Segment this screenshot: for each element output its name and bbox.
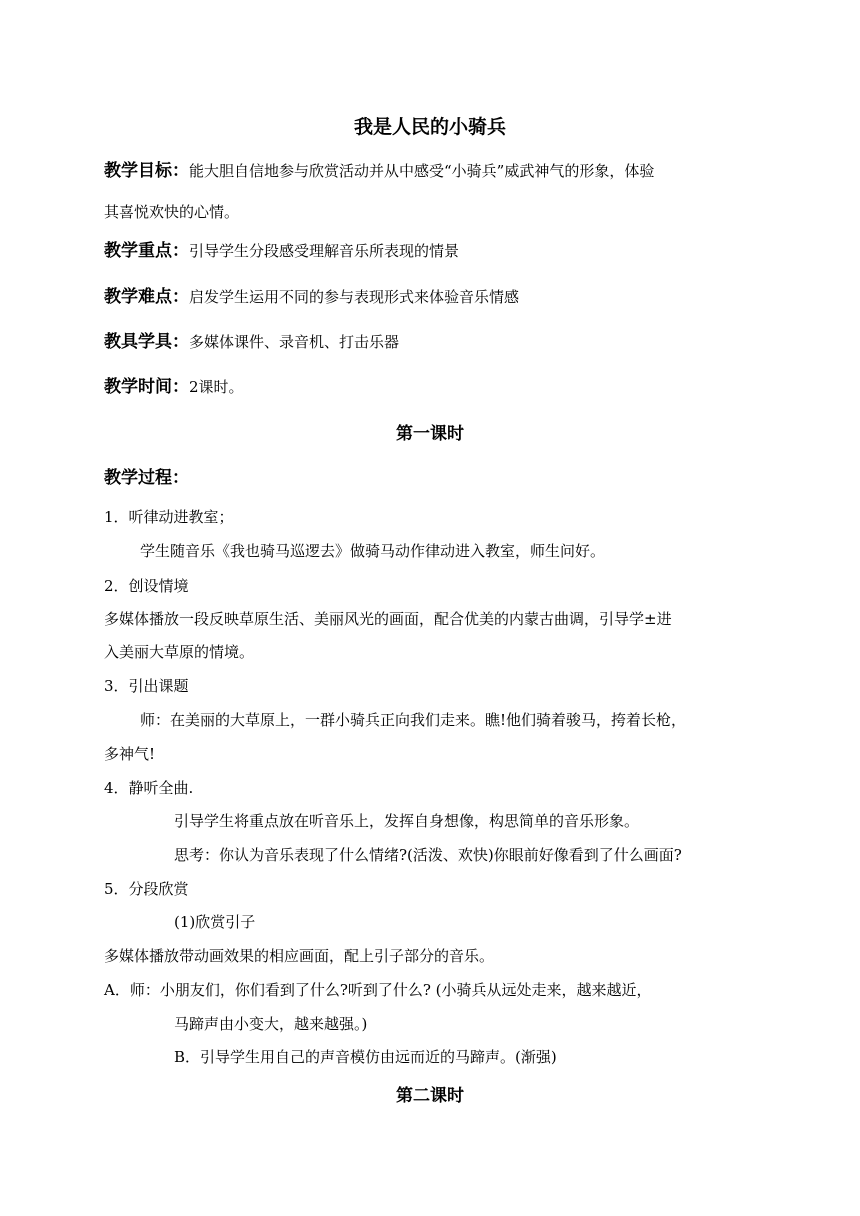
lesson-2-heading: 第二课时 — [396, 1086, 464, 1106]
process-line: A．师：小朋友们，你们看到了什么?听到了什么? (小骑兵从远处走来，越来越近， — [104, 981, 652, 999]
document-title: 我是人民的小骑兵 — [353, 116, 506, 138]
key-point-line — [104, 240, 459, 262]
process-line: (1)欣赏引子 — [174, 913, 256, 931]
process-line: 4．静听全曲. — [104, 779, 194, 797]
time-line — [104, 376, 244, 398]
difficulty-line — [104, 286, 519, 308]
process-line: 多神气! — [104, 745, 156, 763]
process-line: 5．分段欣赏 — [104, 880, 189, 898]
process-line: 师：在美丽的大草原上，一群小骑兵正向我们走来。瞧!他们骑着骏马，挎着长枪， — [140, 711, 687, 729]
difficulty-label: 教学难点： — [104, 287, 189, 307]
difficulty-text: 启发学生运用不同的参与表现形式来体验音乐情感 — [189, 288, 520, 306]
process-line: 多媒体播放一段反映草原生活、美丽风光的画面，配合优美的内蒙古曲调，引导学±进 — [104, 610, 672, 628]
process-line: 多媒体播放带动画效果的相应画面，配上引子部分的音乐。 — [104, 947, 495, 965]
goal-line — [104, 160, 654, 182]
goal-line-continued: 其喜悦欢快的心情。 — [104, 203, 240, 221]
time-text: 2课时。 — [189, 378, 244, 396]
process-line: 引导学生将重点放在听音乐上，发挥自身想像，构思简单的音乐形象。 — [174, 812, 640, 830]
key-point-label: 教学重点： — [104, 241, 189, 261]
process-line: 马蹄声由小变大，越来越强。) — [174, 1015, 368, 1033]
lesson-1-heading: 第一课时 — [396, 424, 464, 444]
process-line: B．引导学生用自己的声音模仿由远而近的马蹄声。(渐强) — [174, 1048, 557, 1066]
key-point-text: 引导学生分段感受理解音乐所表现的情景 — [189, 242, 460, 260]
process-line: 1．听律动进教室； — [104, 508, 234, 526]
goal-text: 能大胆自信地参与欣赏活动并从中感受“小骑兵”威武神气的形象，体验 — [189, 162, 655, 180]
process-heading: 教学过程： — [104, 468, 189, 488]
process-line: 思考：你认为音乐表现了什么情绪?(活泼、欢快)你眼前好像看到了什么画面? — [174, 846, 682, 864]
process-line: 2．创设情境 — [104, 577, 189, 595]
time-label: 教学时间： — [104, 377, 189, 397]
tools-text: 多媒体课件、录音机、打击乐器 — [189, 333, 400, 351]
process-line: 入美丽大草原的情境。 — [104, 643, 255, 661]
tools-label: 教具学具： — [104, 332, 189, 352]
process-line: 3．引出课题 — [104, 677, 189, 695]
tools-line — [104, 331, 399, 353]
goal-label: 教学目标： — [104, 161, 189, 181]
process-line: 学生随音乐《我也骑马巡逻去》做骑马动作律动进入教室，师生问好。 — [140, 542, 606, 560]
